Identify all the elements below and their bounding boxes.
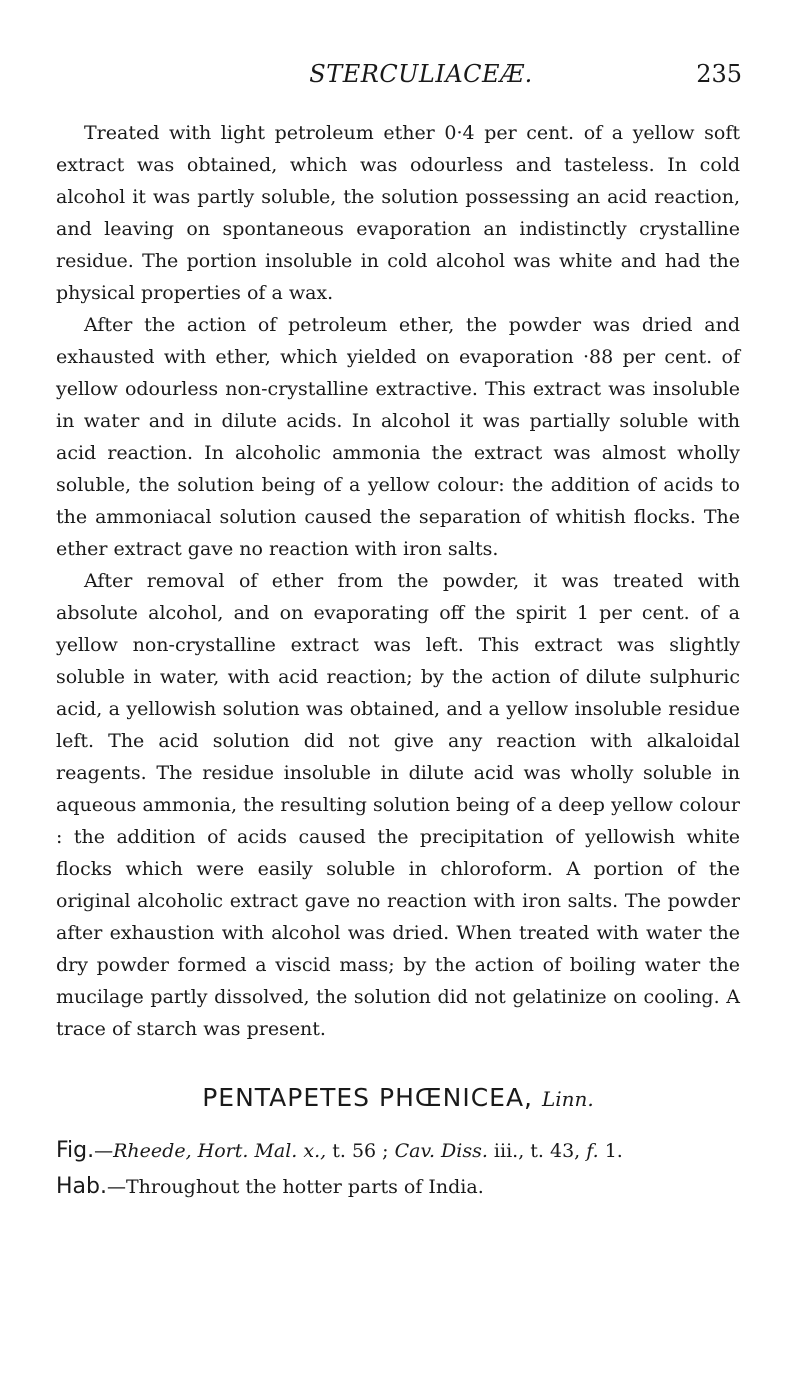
figure-references — [56, 1134, 740, 1168]
fig-label: Fig. — [56, 1138, 95, 1163]
hab-text: —Throughout the hotter parts of India. — [106, 1176, 484, 1198]
species-name: PENTAPETES PHŒNICEA, — [202, 1083, 533, 1112]
fig-text-1: — — [94, 1140, 114, 1162]
habitat-line — [56, 1170, 740, 1204]
species-authority: Linn. — [541, 1087, 594, 1111]
page-number: 235 — [696, 60, 742, 88]
fig-ref-f: f. — [586, 1140, 599, 1162]
paragraph-alcohol-extract: After removal of ether from the powder, it was treated with absolute alcohol, and on evaporating off the spirit 1 per cent. of a yellow non-crystalline extract was left. This extract was slightly soluble in water, with acid reaction; by the action of dilute sulphuric acid, a yellowish solution was obtained, and a yellow insoluble residue left. The acid solution did not give any reaction with alkaloidal reagents. The residue insoluble in dilute acid was wholly soluble in aqueous ammonia, the resulting solution being of a deep yellow colour : the addition of acids caused the precipitation of yellowish white flocks which were easily soluble in chloroform. A portion of the original alcoholic extract gave no reaction with iron salts. The powder after exhaustion with alcohol was dried. When treated with water the dry powder formed a viscid mass; by the action of boiling water the mucilage partly dissolved, the solution did not gelatinize on cooling. A trace of starch was present. — [56, 570, 740, 1040]
running-head — [100, 60, 742, 100]
running-title: STERCULIACEÆ. — [309, 60, 533, 88]
hab-label: Hab. — [56, 1174, 107, 1199]
paragraph-ether-extract: After the action of petroleum ether, the powder was dried and exhausted with ether, which yielded on evaporation ·88 per cent. of yellow odourless non-crystalline extractive. This extract was insoluble in water and in dilute acids. In alcohol it was partially soluble with acid reaction. In alcoholic ammonia the extract was almost wholly soluble, the solution being of a yellow colour: the addition of acids to the ammoniacal solution caused the separation of whitish flocks. The ether extract gave no reaction with iron salts. — [56, 314, 740, 560]
fig-text-2: t. 56 ; — [326, 1140, 395, 1162]
paragraph-petroleum-ether: Treated with light petroleum ether 0·4 per cent. of a yellow soft extract was obtained, which was odourless and tasteless. In cold alcohol it was partly soluble, the solution possessing an acid reaction, and leaving on spontaneous evaporation an indistinctly crystalline residue. The portion insoluble in cold alcohol was white and had the physical properties of a wax. — [56, 122, 740, 304]
body-text — [56, 117, 740, 1204]
fig-ref-rheede: Rheede, Hort. Mal. x., — [113, 1140, 327, 1162]
species-heading — [56, 1079, 740, 1118]
fig-text-4: 1. — [598, 1140, 623, 1162]
fig-ref-cav: Cav. Diss. — [394, 1140, 488, 1162]
fig-text-3: iii., t. 43, — [487, 1140, 587, 1162]
